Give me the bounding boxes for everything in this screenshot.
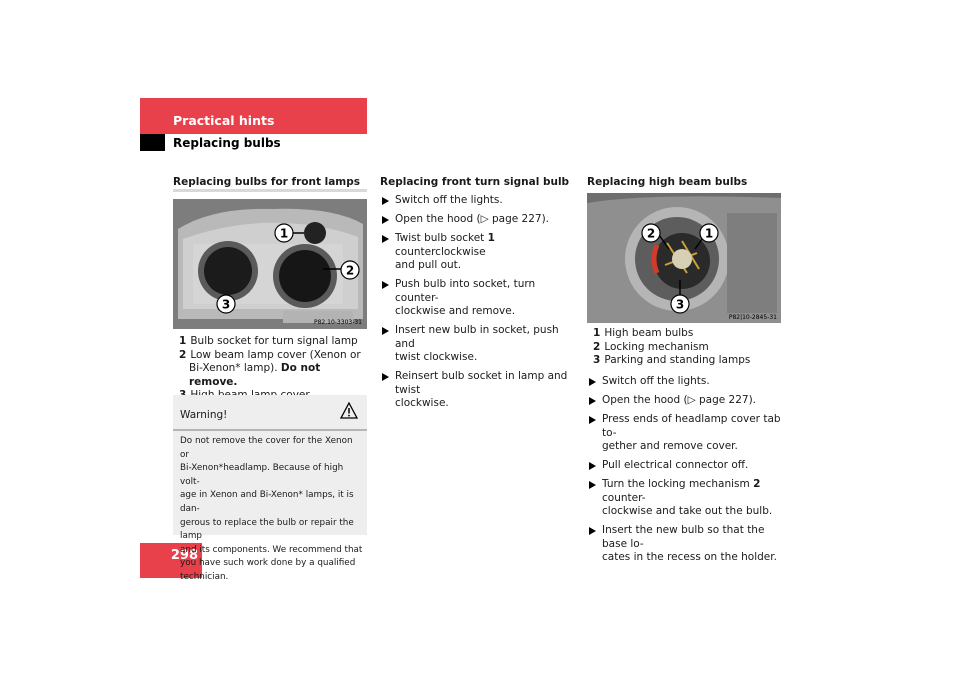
legend-item: 2 Locking mechanism: [593, 340, 709, 353]
header-marker: [140, 134, 165, 151]
page-number: 298: [170, 548, 198, 563]
legend-item-cont: Bi-Xenon* lamp). Do not remove.: [189, 362, 321, 388]
callout-3: 3: [675, 297, 685, 312]
turn-signal-steps: [381, 194, 576, 416]
step-item: Open the hood (▷ page 227).: [588, 394, 783, 408]
warning-triangle-icon: [340, 402, 358, 420]
step-item: Turn the locking mechanism 2 counter- clockwise and take out the bulb.: [588, 478, 783, 519]
legend-item: 2 Low beam lamp cover (Xenon or: [179, 348, 361, 361]
legend-item: 3 Parking and standing lamps: [593, 354, 751, 366]
section-title: Practical hints: [173, 113, 275, 128]
high-beam-title: Replacing high beam bulbs: [587, 176, 748, 188]
step-item: Insert the new bulb so that the base lo- cates in the recess on the holder.: [588, 524, 783, 565]
callout-2: 2: [646, 226, 656, 241]
step-item: Push bulb into socket, turn counter- clockwise and remove.: [381, 278, 576, 319]
step-item: Pull electrical connector off.: [588, 459, 783, 473]
legend-item: 1 High beam bulbs: [593, 327, 694, 339]
front-lamps-title: Replacing bulbs for front lamps: [173, 176, 361, 188]
high-beam-callouts: [587, 193, 781, 323]
step-item: Twist bulb socket 1 counterclockwise and pull out.: [381, 232, 576, 273]
front-lamps-callouts: [173, 199, 367, 329]
front-lamps-legend: [179, 335, 369, 403]
step-item: Insert new bulb in socket, push and twist clockwise.: [381, 324, 576, 365]
callout-3: 3: [221, 297, 231, 312]
warning-text: Do not remove the cover for the Xenon or Bi-Xenon*headlamp. Because of high volt- age in Xenon and Bi-Xenon* lamps, it is dan- gerous to replace the bulb or repair the lamp and its components. We recommend that you have such work done by a qualified technician.: [180, 436, 363, 582]
image-code: P82|10-2845-31: [728, 314, 777, 321]
warning-rule: [173, 429, 367, 431]
step-item: Reinsert bulb socket in lamp and twist clockwise.: [381, 370, 576, 411]
high-beam-steps: [588, 375, 783, 570]
title-rule: [173, 189, 367, 192]
subsection-title: Replacing bulbs: [173, 136, 281, 150]
image-code: P82.10-3303-31: [313, 319, 362, 326]
step-item: Open the hood (▷ page 227).: [381, 213, 576, 227]
callout-1: 1: [279, 226, 289, 241]
step-item: Press ends of headlamp cover tab to- gether and remove cover.: [588, 413, 783, 454]
legend-item: 1 Bulb socket for turn signal lamp: [179, 335, 358, 347]
turn-signal-title: Replacing front turn signal bulb: [380, 176, 570, 188]
step-item: Switch off the lights.: [588, 375, 783, 389]
callout-1: 1: [704, 226, 714, 241]
warning-title: Warning!: [180, 409, 228, 421]
callout-2: 2: [345, 263, 355, 278]
step-item: Switch off the lights.: [381, 194, 576, 208]
high-beam-legend: [593, 327, 783, 368]
